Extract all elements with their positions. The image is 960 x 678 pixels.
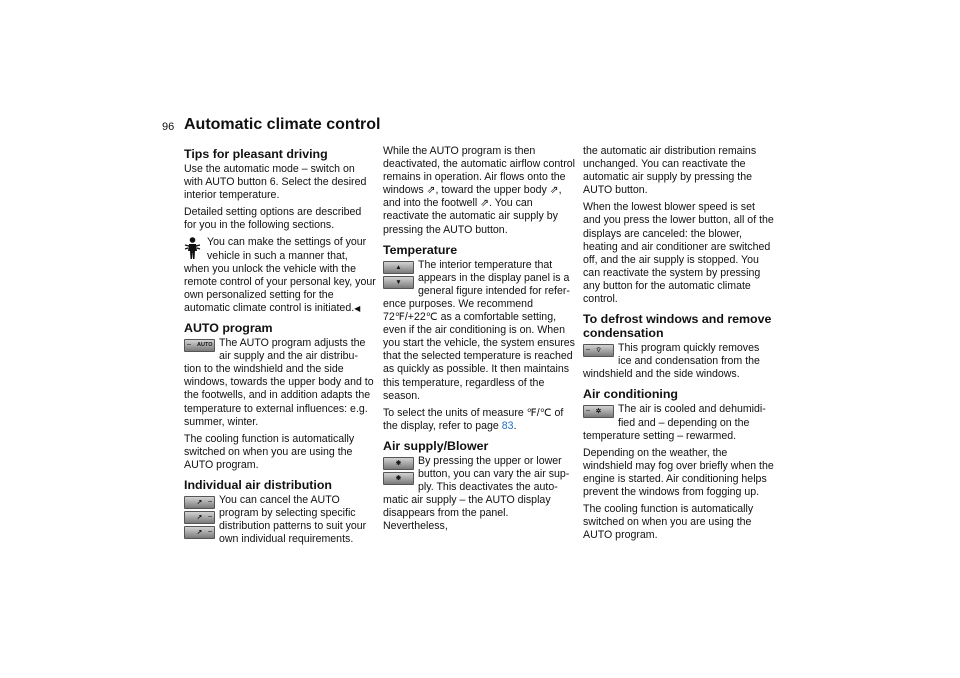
individual-air-heading: Individual air distribution xyxy=(184,477,333,492)
auto-text-line-2: air supply and the air distribu- xyxy=(219,350,358,363)
blower-text-line-3: ply. This deactivates the auto- xyxy=(418,481,558,494)
auto-text-paragraph-2: The cooling function is automatically switched on when you are using the AUTO program. xyxy=(184,432,355,471)
auto-text-line-1: The AUTO program adjusts the xyxy=(219,337,366,350)
ac-text-line-1: The air is cooled and dehumidi- xyxy=(618,403,766,416)
defrost-text-line-2: ice and condensation from the xyxy=(618,355,760,368)
end-marker-icon: ◀ xyxy=(354,303,361,313)
defrost-block xyxy=(583,342,775,381)
airflow-paragraph: While the AUTO program is then deactivated, the automatic airflow control remains in operation. Air flows onto the windows ⇗, toward the upper body ⇗, and into the footwell ⇗. You can reactivate the automatic air supply by pressing the AUTO button. xyxy=(383,145,575,236)
defrost-heading: To defrost windows and remove condensation xyxy=(583,312,772,341)
defrost-text-line-1: This program quickly removes xyxy=(618,342,760,355)
temperature-down-button-icon: ▼ xyxy=(383,276,414,289)
body-distribution-button-icon: ↗ – xyxy=(184,511,215,524)
blower-down-button-icon: ❋ xyxy=(383,472,414,485)
air-conditioning-button-icon: – ✲ xyxy=(583,405,614,418)
blower-text-body: matic air supply – the AUTO display disappears from the panel. Nevertheless, xyxy=(383,494,551,533)
footwell-distribution-button-icon: ↗ – xyxy=(184,526,215,539)
tips-note-line-2: vehicle in such a manner that, xyxy=(207,249,348,262)
tips-paragraph-2: Detailed setting options are described for you in the following sections. xyxy=(184,206,362,232)
temperature-heading: Temperature xyxy=(383,242,458,257)
body-symbol-icon: ⇗ xyxy=(549,184,559,197)
temperature-text-line-3: general figure intended for refer- xyxy=(418,284,570,297)
column-1 xyxy=(184,145,376,550)
auto-button-icon: – AUTO xyxy=(184,339,215,352)
ac-paragraph-2: Depending on the weather, the windshield may fog over briefly when the engine is started. Air conditioning helps prevent the windows from fogging up. xyxy=(583,446,774,498)
footwell-symbol-icon: ⇗ xyxy=(480,197,490,210)
individual-air-block xyxy=(184,494,376,550)
windows-symbol-icon: ⇗ xyxy=(426,184,436,197)
tips-note-line-1: You can make the settings of your xyxy=(207,236,367,249)
tips-paragraph-1: Use the automatic mode – switch on with AUTO button 6. Select the desired interior temperature. xyxy=(184,163,367,202)
temperature-text-line-1: The interior temperature that xyxy=(418,258,553,271)
lowest-blower-paragraph: When the lowest blower speed is set and you press the lower button, all of the displays are canceled: the blower, heating and air conditioner are switched off, and the air supply is stopped. You can reactivate the system by pressing any button for the automatic climate control. xyxy=(583,201,774,306)
tips-note xyxy=(184,236,376,315)
blower-up-button-icon: ❋ xyxy=(383,457,414,470)
ac-text-line-2: fied and – depending on the xyxy=(618,416,750,429)
blower-text-line-2: button, you can vary the air sup- xyxy=(418,467,570,480)
page-number: 96 xyxy=(162,121,175,133)
units-paragraph: To select the units of measure ℉/℃ of the display, refer to page 83. xyxy=(383,406,564,432)
column-2 xyxy=(383,145,575,537)
auto-program-heading: AUTO program xyxy=(184,321,273,336)
auto-text-body: tion to the windshield and the side windows, towards the upper body and to the footwells, and in addition adapts the temperature to external influences: e.g. summer, winter. xyxy=(184,363,374,428)
windows-distribution-button-icon: ↗ – xyxy=(184,496,215,509)
individual-air-text: You can cancel the AUTO program by selecting specific distribution patterns to suit your own individual requirements. xyxy=(219,493,367,546)
ac-paragraph-3: The cooling function is automatically switched on when you are using the AUTO program. xyxy=(583,503,754,542)
page-83-link[interactable]: 83 xyxy=(501,419,514,432)
tips-heading: Tips for pleasant driving xyxy=(184,147,328,161)
air-supply-heading: Air supply/Blower xyxy=(383,438,489,453)
defrost-button-icon: – ⌔ xyxy=(583,344,614,357)
temperature-text-line-2: appears in the display panel is a xyxy=(418,271,570,284)
defrost-text-body: windshield and the side windows. xyxy=(583,368,740,381)
continued-paragraph: the automatic air distribution remains unchanged. You can reactivate the automatic air supply by pressing the AUTO button. xyxy=(583,145,757,197)
auto-program-block xyxy=(184,337,376,472)
person-note-icon xyxy=(184,236,201,260)
temperature-up-button-icon: ▲ xyxy=(383,261,414,274)
air-supply-block xyxy=(383,455,575,534)
temperature-block xyxy=(383,259,575,433)
temperature-text-body: ence purposes. We recommend 72℉/+22℃ as a comfortable setting, even if the air conditioning is on. When you start the vehicle, the system ensures that the selected temperature is reached as quickly as possible. It then maintains this temperature, regardless of the season. xyxy=(383,297,575,402)
tips-note-body: when you unlock the vehicle with the remote control of your personal key, your own personalized setting for the automatic climate control is initiated. xyxy=(184,262,376,314)
air-conditioning-heading: Air conditioning xyxy=(583,387,678,402)
column-3 xyxy=(583,145,775,546)
air-conditioning-block xyxy=(583,403,775,542)
blower-text-line-1: By pressing the upper or lower xyxy=(418,454,562,467)
page-title: Automatic climate control xyxy=(184,116,381,133)
ac-text-body: temperature setting – rewarmed. xyxy=(583,429,737,442)
